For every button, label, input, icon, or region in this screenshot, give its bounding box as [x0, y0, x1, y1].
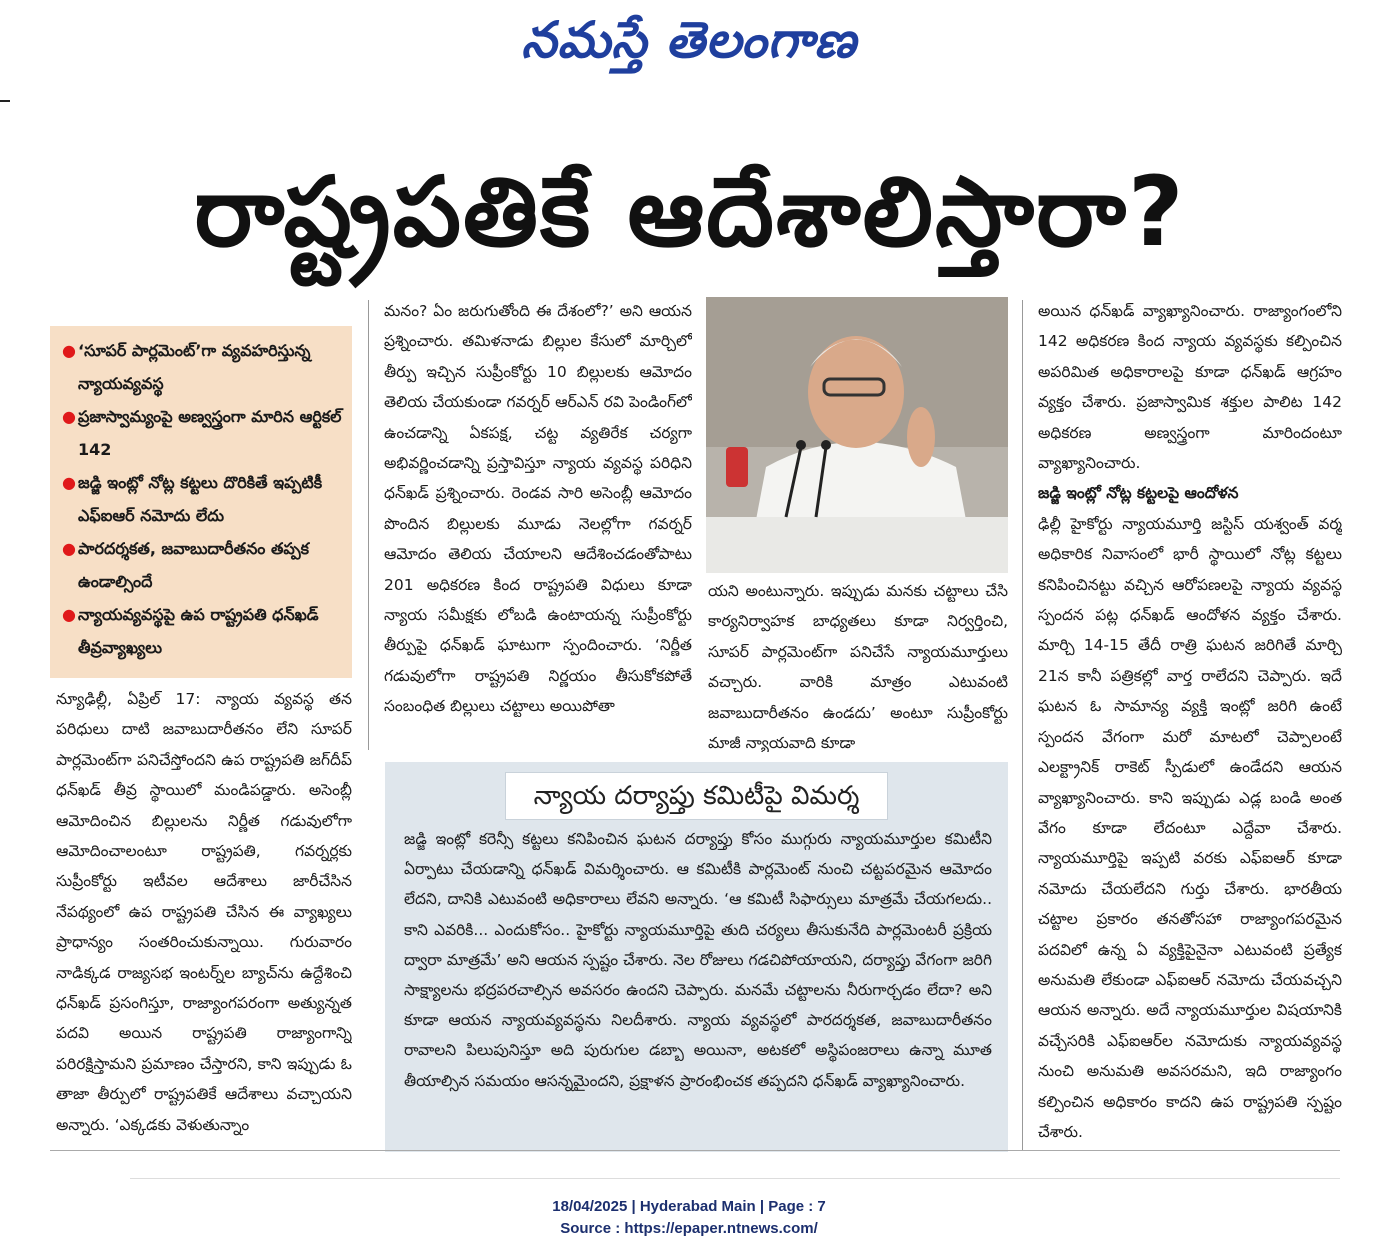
footer-date-line: 18/04/2025 | Hyderabad Main | Page : 7: [552, 1198, 826, 1215]
sidebar-title: న్యాయ దర్యాప్తు కమిటీపై విమర్శ: [385, 772, 1008, 822]
column-4-text-a: అయిన ధన్‌ఖడ్ వ్యాఖ్యానించారు. రాజ్యాంగంలోని 142 అధికరణ కింద న్యాయ వ్యవస్థకు కల్పించిన అపరిమిత అధికారాలపై కూడా ధన్‌ఖడ్ ఆగ్రహం వ్యక్తం చేశారు. ప్రజాస్వామిక శక్తుల పాలిట 142 అధికరణ అణ్వస్త్రంగా మారిందంటూ వ్యాఖ్యానించారు.: [1038, 302, 1342, 473]
column-rule: [1022, 300, 1023, 1150]
sidebar-text: జడ్జి ఇంట్లో కరెన్సీ కట్టలు కనిపించిన ఘటన దర్యాప్తు కోసం ముగ్గురు న్యాయమూర్తుల కమిటీని ఏర్పాటు చేయడాన్ని ధన్‌ఖడ్ విమర్శించారు. ఆ కమిటీకి పార్లమెంట్ నుంచి చట్టపరమైన ఆమోదం లేదని, దానికి ఎటువంటి అధికారాలు లేవని అన్నారు. ‘ఆ కమిటీ సిఫార్సులు మాత్రమే చేయగలదు.. కాని ఎవరికి... ఎందుకోసం.. హైకోర్టు న్యాయమూర్తిపై తుది చర్యలు తీసుకునేది పార్లమెంటరీ ప్రక్రియ ద్వారా మాత్రమే’ అని ఆయన స్పష్టం చేశారు. నెల రోజులు గడచిపోయాయని, దర్యాప్తు వేగంగా జరిగి సాక్ష్యాలను భద్రపరచాల్సిన అవసరం ఉందని చెప్పారు. మనమే చట్టాలను నీరుగార్చడం లేదా? అని కూడా ఆయన న్యాయవ్యవస్థను నిలదీశారు. న్యాయ వ్యవస్థలో పారదర్శకత, జవాబుదారీతనం రావాలని పిలుపునిస్తూ అది పురుగుల డబ్బా అయినా, అటకలో అస్థిపంజరాలు ఉన్నా మూత తీయాల్సిన సమయం ఆసన్నమైందని, ప్రక్షాళన ప్రారంభించక తప్పదని ధన్‌ఖడ్ వ్యాఖ్యానించారు.: [404, 830, 992, 1090]
highlight-item: ● జడ్జి ఇంట్లో నోట్ల కట్టలు దొరికితే ఇప్పటికీ ఎఫ్ఐఆర్ నమోదు లేదు: [62, 473, 323, 525]
highlight-item: ● పారదర్శకత, జవాబుదారీతనం తప్పక ఉండాల్సిందే: [62, 539, 309, 591]
speaker-photo-image: [706, 297, 1008, 573]
footer: [0, 1196, 1378, 1240]
highlight-item: ● న్యాయవ్యవస్థపై ఉప రాష్ట్రపతి ధన్‌ఖడ్ తీవ్రవ్యాఖ్యలు: [62, 605, 319, 657]
masthead-logo: నమస్తే తెలంగాణ: [521, 10, 857, 69]
column-3-text: యని అంటున్నారు. ఇప్పుడు మనకు చట్టాలు చేసి కార్యనిర్వాహక బాధ్యతలు కూడా నిర్వర్తించి, సూపర్ పార్లమెంట్‌గా పనిచేసే న్యాయమూర్తులు వచ్చారు. వారికి మాత్రం ఎటువంటి జవాబుదారీతనం ఉండదు’ అంటూ సుప్రీంకోర్టు మాజీ న్యాయవాది కూడా: [708, 582, 1008, 752]
top-rule: [0, 100, 10, 102]
headline: రాష్ట్రపతికే ఆదేశాలిస్తారా?: [194, 156, 1186, 268]
column-rule: [368, 300, 369, 750]
highlights-box: [50, 326, 352, 678]
column-2-text: మనం? ఏం జరుగుతోంది ఈ దేశంలో?’ అని ఆయన ప్రశ్నించారు. తమిళనాడు బిల్లుల కేసులో మార్చిలో తీర్పు ఇచ్చిన సుప్రీంకోర్టు 10 బిల్లులకు ఆమోదం తెలియ చేయకుండా గవర్నర్ ఆర్ఎన్ రవి పెండింగ్‌లో ఉంచడాన్ని ఏకపక్ష, చట్ట వ్యతిరేక చర్యగా అభివర్ణించడాన్ని ప్రస్తావిస్తూ న్యాయ వ్యవస్థ పరిధిని ధన్‌ఖడ్ ప్రశ్నించారు. రెండవ సారి అసెంబ్లీ ఆమోదం పొందిన బిల్లులకు మూడు నెలల్లోగా గవర్నర్ ఆమోదం తెలియ చేయాలని ఆదేశించడంతోపాటు 201 అధికరణ కింద రాష్ట్రపతి విధులు కూడా న్యాయ సమీక్షకు లోబడి ఉంటాయన్న సుప్రీంకోర్టు తీర్పుపై ధన్‌ఖడ్ ఘాటుగా స్పందించారు. ‘నిర్ణీత గడువులోగా రాష్ట్రపతి నిర్ణయం తీసుకోకపోతే సంబంధిత బిల్లులు చట్టాలు అయిపోతా: [384, 302, 692, 716]
footer-source-line: Source : https://epaper.ntnews.com/: [560, 1220, 818, 1237]
bottom-rule: [130, 1178, 1340, 1179]
highlight-item: ● ప్రజాస్వామ్యంపై అణ్వస్త్రంగా మారిన ఆర్టికల్ 142: [62, 407, 342, 459]
article-column-1: [56, 684, 352, 1144]
bottom-rule: [50, 1150, 1340, 1151]
article-column-3: [708, 576, 1008, 752]
speaker-photo: [706, 297, 1008, 573]
article-column-4: [1038, 296, 1342, 1156]
column-4-text-b: ఢిల్లీ హైకోర్టు న్యాయమూర్తి జస్టిస్ యశ్వంత్ వర్మ అధికారిక నివాసంలో భారీ స్థాయిలో నోట్ల కట్టలు కనిపించినట్టు వచ్చిన ఆరోపణలపై న్యాయ వ్యవస్థ స్పందన పట్ల ధన్‌ఖడ్ ఆందోళన వ్యక్తం చేశారు. మార్చి 14-15 తేదీ రాత్రి ఘటన జరిగితే మార్చి 21న కానీ పత్రికల్లో వార్త రాలేదని చెప్పారు. ఇదే ఘటన ఓ సామాన్య వ్యక్తి ఇంట్లో జరిగి ఉంటే స్పందన వేగంగా మరో మాటలో చెప్పాలంటే ఎలక్ట్రానిక్ రాకెట్ స్పీడులో ఉండేదని ఆయన వ్యాఖ్యానించారు. కాని ఇప్పుడు ఎడ్ల బండి అంత వేగం కూడా లేదంటూ ఎద్దేవా చేశారు. న్యాయమూర్తిపై ఇప్పటి వరకు ఎఫ్ఐఆర్ కూడా నమోదు చేయలేదని గుర్తు చేశారు. భారతీయ చట్టాల ప్రకారం తనతోసహా రాజ్యాంగపరమైన పదవిలో ఉన్న ఏ వ్యక్తిపైనైనా ఎటువంటి ప్రత్యేక అనుమతి లేకుండా ఎఫ్ఐఆర్ నమోదు చేయవచ్చని ఆయన అన్నారు. అదే న్యాయమూర్తుల విషయానికి వచ్చేసరికి ఎఫ్ఐఆర్‌ల నమోదుకు న్యాయవ్యవస్థ నుంచి అనుమతి అవసరమని, ఇది రాజ్యాంగం కల్పించిన అధికారం కాదని ఉప రాష్ట్రపతి స్పష్టం చేశారు.: [1038, 514, 1342, 1141]
column-4-subhead: జడ్జి ఇంట్లో నోట్ల కట్టలపై ఆందోళన: [1038, 484, 1239, 503]
column-1-text: న్యూఢిల్లీ, ఏప్రిల్ 17: న్యాయ వ్యవస్థ తన పరిధులు దాటి జవాబుదారీతనం లేని సూపర్ పార్లమెంట్‌గా పనిచేస్తోందని ఉప రాష్ట్రపతి జగ్‌దీప్ ధన్‌ఖడ్ తీవ్ర స్థాయిలో మండిపడ్డారు. అసెంబ్లీ ఆమోదించిన బిల్లులను నిర్ణీత గడువులోగా ఆమోదించాలంటూ రాష్ట్రపతి, గవర్నర్లకు సుప్రీంకోర్టు ఇటీవల ఆదేశాలు జారీచేసిన నేపథ్యంలో ఉప రాష్ట్రపతి చేసిన ఈ వ్యాఖ్యలు ప్రాధాన్యం సంతరించుకున్నాయి. గురువారం నాడిక్కడ రాజ్యసభ ఇంటర్న్‌ల బ్యాచ్‌ను ఉద్దేశించి ధన్‌ఖడ్ ప్రసంగిస్తూ, రాజ్యాంగపరంగా అత్యున్నత పదవి అయిన రాష్ట్రపతి రాజ్యాంగాన్ని పరిరక్షిస్తామని ప్రమాణం చేస్తారని, కాని ఇప్పుడు ఓ తాజా తీర్పులో రాష్ట్రపతికే ఆదేశాలు వచ్చాయని అన్నారు. ‘ఎక్కడకు వెళుతున్నాం: [56, 690, 352, 1134]
article-column-2: [384, 296, 692, 746]
highlight-item: ● ‘సూపర్ పార్లమెంట్’గా వ్యవహరిస్తున్న న్యాయవ్యవస్థ: [62, 341, 311, 393]
